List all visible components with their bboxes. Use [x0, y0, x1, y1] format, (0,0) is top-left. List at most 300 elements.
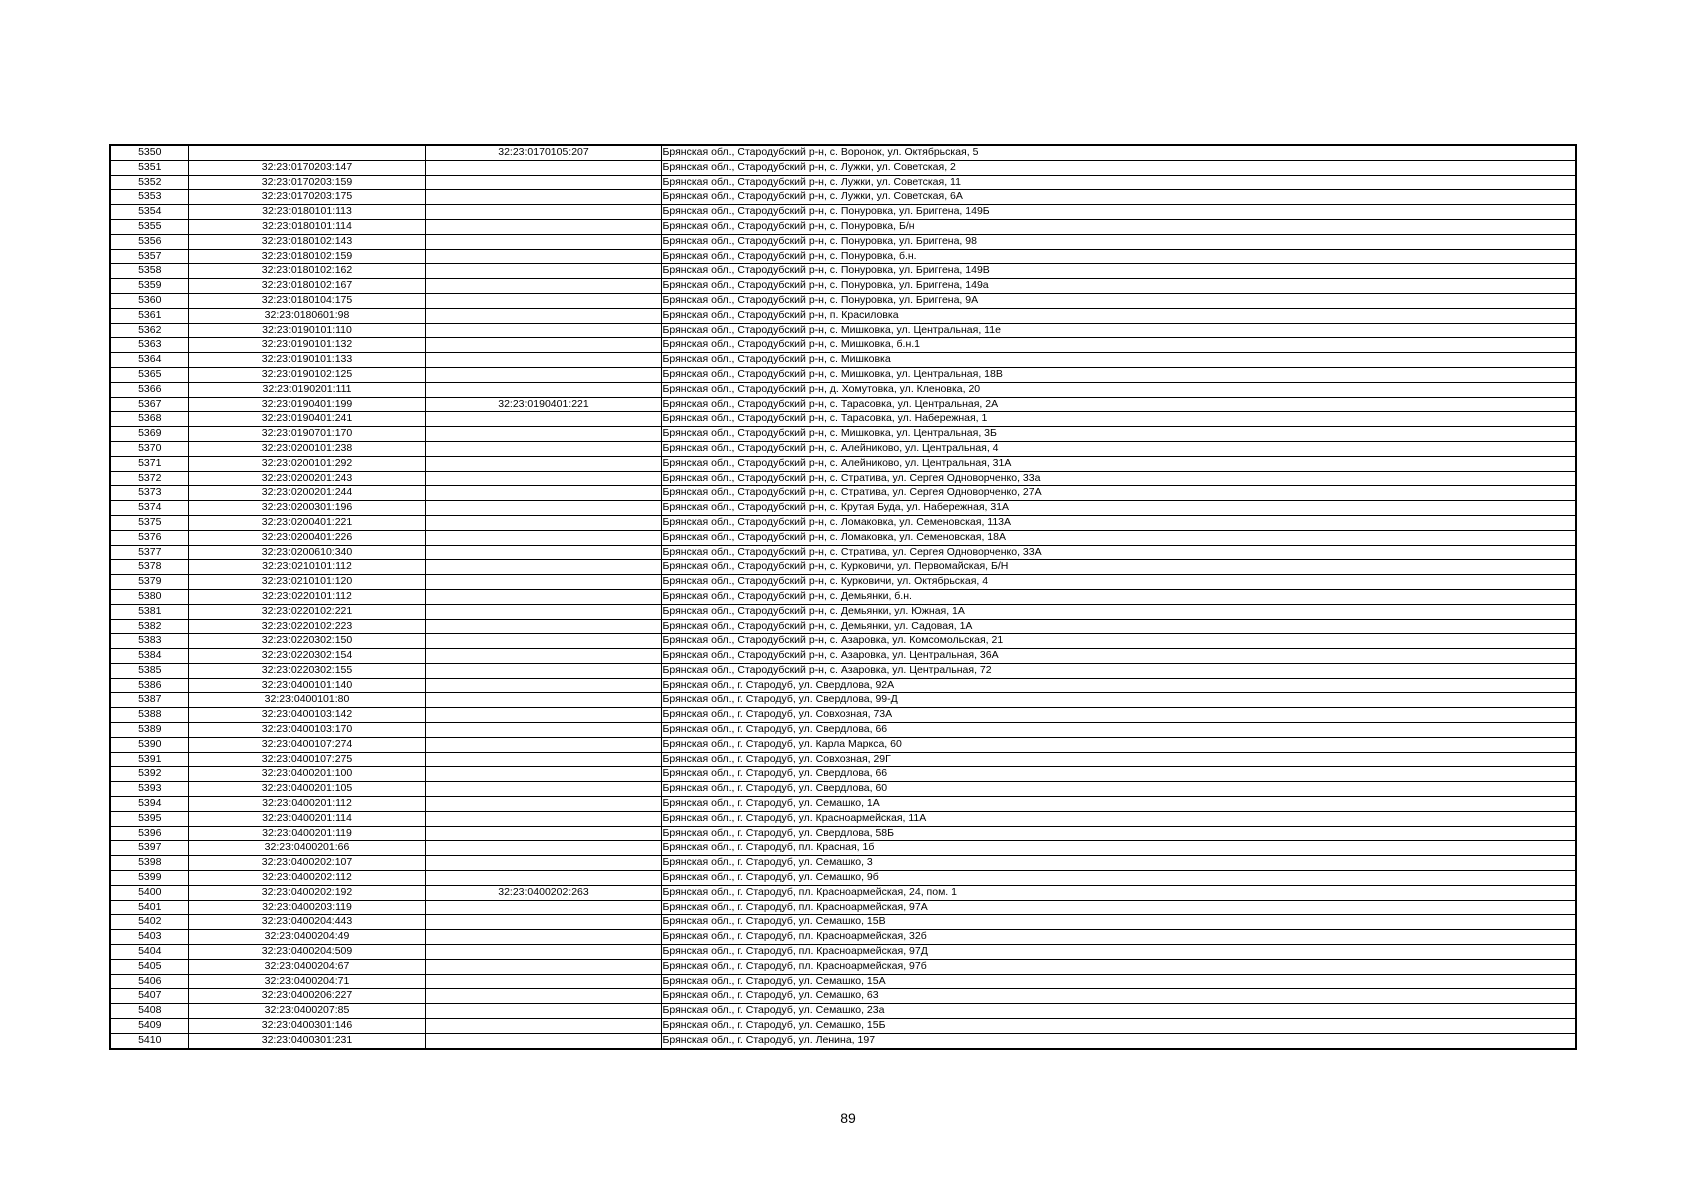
row-number-cell: 5394	[110, 797, 188, 812]
table-row	[110, 945, 1576, 960]
cadastral-number-cell: 32:23:0400107:274	[188, 737, 425, 752]
cadastral-number-cell: 32:23:0210101:120	[188, 575, 425, 590]
cadastral-number-cell: 32:23:0190401:241	[188, 412, 425, 427]
cadastral-number-alt-cell	[425, 797, 661, 812]
table-row	[110, 190, 1576, 205]
cadastral-number-cell: 32:23:0170203:147	[188, 160, 425, 175]
address-cell: Брянская обл., Стародубский р-н, с. Мишковка	[661, 353, 1576, 368]
cadastral-number-alt-cell	[425, 841, 661, 856]
row-number-cell: 5363	[110, 338, 188, 353]
row-number-cell: 5396	[110, 826, 188, 841]
cadastral-number-cell: 32:23:0400202:112	[188, 871, 425, 886]
address-cell: Брянская обл., г. Стародуб, ул. Семашко, 9б	[661, 871, 1576, 886]
cadastral-number-cell: 32:23:0190102:125	[188, 367, 425, 382]
cadastral-number-alt-cell	[425, 959, 661, 974]
table-row	[110, 871, 1576, 886]
row-number-cell: 5383	[110, 634, 188, 649]
cadastral-number-alt-cell	[425, 678, 661, 693]
cadastral-number-cell: 32:23:0400202:107	[188, 856, 425, 871]
row-number-cell: 5407	[110, 989, 188, 1004]
address-cell: Брянская обл., г. Стародуб, ул. Семашко, 63	[661, 989, 1576, 1004]
cadastral-number-cell: 32:23:0200401:221	[188, 515, 425, 530]
table-row	[110, 634, 1576, 649]
cadastral-number-alt-cell	[425, 205, 661, 220]
address-cell: Брянская обл., Стародубский р-н, с. Ломаковка, ул. Семеновская, 18А	[661, 530, 1576, 545]
cadastral-number-alt-cell	[425, 737, 661, 752]
address-cell: Брянская обл., г. Стародуб, пл. Красноармейская, 24, пом. 1	[661, 885, 1576, 900]
cadastral-number-cell: 32:23:0400301:146	[188, 1019, 425, 1034]
cadastral-number-cell: 32:23:0400107:275	[188, 752, 425, 767]
address-cell: Брянская обл., г. Стародуб, ул. Красноармейская, 11А	[661, 811, 1576, 826]
cadastral-number-alt-cell	[425, 945, 661, 960]
table-row	[110, 1004, 1576, 1019]
cadastral-number-alt-cell	[425, 811, 661, 826]
address-cell: Брянская обл., Стародубский р-н, с. Лужки, ул. Советская, 11	[661, 175, 1576, 190]
table-row	[110, 797, 1576, 812]
row-number-cell: 5355	[110, 219, 188, 234]
address-cell: Брянская обл., Стародубский р-н, с. Демьянки, б.н.	[661, 589, 1576, 604]
table-row	[110, 826, 1576, 841]
row-number-cell: 5361	[110, 308, 188, 323]
address-cell: Брянская обл., Стародубский р-н, с. Понуровка, ул. Бриггена, 149В	[661, 264, 1576, 279]
cadastral-number-cell: 32:23:0200401:226	[188, 530, 425, 545]
table-row	[110, 353, 1576, 368]
cadastral-number-alt-cell	[425, 930, 661, 945]
cadastral-number-alt-cell	[425, 693, 661, 708]
cadastral-number-cell: 32:23:0200610:340	[188, 545, 425, 560]
row-number-cell: 5384	[110, 649, 188, 664]
row-number-cell: 5397	[110, 841, 188, 856]
cadastral-number-alt-cell	[425, 782, 661, 797]
cadastral-number-cell: 32:23:0180601:98	[188, 308, 425, 323]
cadastral-number-alt-cell	[425, 501, 661, 516]
table-row	[110, 382, 1576, 397]
cadastral-number-cell: 32:23:0400101:80	[188, 693, 425, 708]
row-number-cell: 5369	[110, 427, 188, 442]
table-row	[110, 145, 1576, 160]
table-row	[110, 323, 1576, 338]
cadastral-number-alt-cell	[425, 382, 661, 397]
cadastral-number-alt-cell	[425, 293, 661, 308]
cadastral-number-alt-cell	[425, 989, 661, 1004]
cadastral-number-cell: 32:23:0190101:110	[188, 323, 425, 338]
cadastral-number-cell: 32:23:0180101:114	[188, 219, 425, 234]
address-cell: Брянская обл., Стародубский р-н, с. Крутая Буда, ул. Набережная, 31А	[661, 501, 1576, 516]
address-cell: Брянская обл., Стародубский р-н, с. Мишковка, б.н.1	[661, 338, 1576, 353]
table-row	[110, 249, 1576, 264]
cadastral-number-alt-cell	[425, 723, 661, 738]
cadastral-number-cell: 32:23:0220302:154	[188, 649, 425, 664]
row-number-cell: 5357	[110, 249, 188, 264]
cadastral-number-cell: 32:23:0400201:112	[188, 797, 425, 812]
address-cell: Брянская обл., Стародубский р-н, с. Тарасовка, ул. Центральная, 2А	[661, 397, 1576, 412]
cadastral-number-cell: 32:23:0400201:100	[188, 767, 425, 782]
cadastral-number-cell: 32:23:0220102:223	[188, 619, 425, 634]
address-cell: Брянская обл., Стародубский р-н, с. Понуровка, ул. Бриггена, 9А	[661, 293, 1576, 308]
row-number-cell: 5358	[110, 264, 188, 279]
address-cell: Брянская обл., г. Стародуб, ул. Совхозная, 73А	[661, 708, 1576, 723]
cadastral-number-cell: 32:23:0180104:175	[188, 293, 425, 308]
address-cell: Брянская обл., Стародубский р-н, с. Стратива, ул. Сергея Одноворченко, 33А	[661, 545, 1576, 560]
cadastral-number-alt-cell	[425, 367, 661, 382]
cadastral-number-alt-cell	[425, 634, 661, 649]
cadastral-number-alt-cell: 32:23:0170105:207	[425, 145, 661, 160]
address-cell: Брянская обл., Стародубский р-н, с. Демьянки, ул. Южная, 1А	[661, 604, 1576, 619]
row-number-cell: 5377	[110, 545, 188, 560]
row-number-cell: 5399	[110, 871, 188, 886]
cadastral-number-alt-cell	[425, 530, 661, 545]
cadastral-number-cell: 32:23:0200201:244	[188, 486, 425, 501]
address-cell: Брянская обл., г. Стародуб, пл. Красноармейская, 97б	[661, 959, 1576, 974]
cadastral-number-alt-cell	[425, 826, 661, 841]
table-row	[110, 752, 1576, 767]
address-cell: Брянская обл., г. Стародуб, ул. Семашко, 15В	[661, 915, 1576, 930]
cadastral-number-alt-cell	[425, 663, 661, 678]
cadastral-number-alt-cell	[425, 1033, 661, 1048]
cadastral-number-cell: 32:23:0220302:150	[188, 634, 425, 649]
cadastral-number-alt-cell	[425, 560, 661, 575]
row-number-cell: 5406	[110, 974, 188, 989]
address-cell: Брянская обл., Стародубский р-н, с. Курковичи, ул. Октябрьская, 4	[661, 575, 1576, 590]
row-number-cell: 5353	[110, 190, 188, 205]
address-cell: Брянская обл., г. Стародуб, ул. Свердлова, 92А	[661, 678, 1576, 693]
row-number-cell: 5385	[110, 663, 188, 678]
row-number-cell: 5351	[110, 160, 188, 175]
table-row	[110, 205, 1576, 220]
table-row	[110, 264, 1576, 279]
row-number-cell: 5362	[110, 323, 188, 338]
cadastral-number-cell: 32:23:0400201:114	[188, 811, 425, 826]
cadastral-number-alt-cell	[425, 456, 661, 471]
address-cell: Брянская обл., Стародубский р-н, с. Воронок, ул. Октябрьская, 5	[661, 145, 1576, 160]
cadastral-number-alt-cell	[425, 427, 661, 442]
table-row	[110, 811, 1576, 826]
cadastral-number-alt-cell	[425, 160, 661, 175]
address-cell: Брянская обл., Стародубский р-н, с. Понуровка, ул. Бриггена, 149а	[661, 279, 1576, 294]
table-row	[110, 604, 1576, 619]
table-row	[110, 989, 1576, 1004]
cadastral-number-cell: 32:23:0400206:227	[188, 989, 425, 1004]
table-row	[110, 930, 1576, 945]
row-number-cell: 5356	[110, 234, 188, 249]
cadastral-number-cell: 32:23:0400203:119	[188, 900, 425, 915]
row-number-cell: 5364	[110, 353, 188, 368]
table-row	[110, 293, 1576, 308]
cadastral-number-cell: 32:23:0400201:119	[188, 826, 425, 841]
address-cell: Брянская обл., Стародубский р-н, с. Понуровка, ул. Бриггена, 149Б	[661, 205, 1576, 220]
cadastral-number-alt-cell	[425, 604, 661, 619]
cadastral-number-cell: 32:23:0180101:113	[188, 205, 425, 220]
row-number-cell: 5366	[110, 382, 188, 397]
table-row	[110, 1019, 1576, 1034]
row-number-cell: 5370	[110, 441, 188, 456]
table-row	[110, 515, 1576, 530]
row-number-cell: 5360	[110, 293, 188, 308]
cadastral-number-cell: 32:23:0180102:143	[188, 234, 425, 249]
table-row	[110, 900, 1576, 915]
address-cell: Брянская обл., Стародубский р-н, с. Алейниково, ул. Центральная, 31А	[661, 456, 1576, 471]
table-row	[110, 367, 1576, 382]
address-cell: Брянская обл., г. Стародуб, ул. Семашко, 23а	[661, 1004, 1576, 1019]
row-number-cell: 5382	[110, 619, 188, 634]
table-row	[110, 427, 1576, 442]
cadastral-number-alt-cell	[425, 871, 661, 886]
cadastral-number-cell: 32:23:0170203:159	[188, 175, 425, 190]
table-row	[110, 619, 1576, 634]
cadastral-number-cell: 32:23:0400204:509	[188, 945, 425, 960]
table-row	[110, 959, 1576, 974]
cadastral-number-cell: 32:23:0400101:140	[188, 678, 425, 693]
address-cell: Брянская обл., г. Стародуб, ул. Семашко, 3	[661, 856, 1576, 871]
row-number-cell: 5405	[110, 959, 188, 974]
cadastral-number-alt-cell	[425, 1004, 661, 1019]
table-row	[110, 279, 1576, 294]
table-row	[110, 456, 1576, 471]
cadastral-number-cell: 32:23:0220101:112	[188, 589, 425, 604]
table-row	[110, 708, 1576, 723]
table-row	[110, 234, 1576, 249]
row-number-cell: 5386	[110, 678, 188, 693]
cadastral-number-cell: 32:23:0190201:111	[188, 382, 425, 397]
table-row	[110, 545, 1576, 560]
table-row	[110, 856, 1576, 871]
address-cell: Брянская обл., Стародубский р-н, с. Тарасовка, ул. Набережная, 1	[661, 412, 1576, 427]
cadastral-number-alt-cell	[425, 175, 661, 190]
address-cell: Брянская обл., Стародубский р-н, с. Мишковка, ул. Центральная, 11е	[661, 323, 1576, 338]
row-number-cell: 5401	[110, 900, 188, 915]
address-cell: Брянская обл., Стародубский р-н, с. Лужки, ул. Советская, 6А	[661, 190, 1576, 205]
cadastral-number-alt-cell	[425, 752, 661, 767]
address-cell: Брянская обл., г. Стародуб, ул. Свердлова, 66	[661, 723, 1576, 738]
row-number-cell: 5367	[110, 397, 188, 412]
cadastral-number-cell: 32:23:0400103:142	[188, 708, 425, 723]
address-cell: Брянская обл., г. Стародуб, ул. Совхозная, 29Г	[661, 752, 1576, 767]
cadastral-number-alt-cell	[425, 515, 661, 530]
address-cell: Брянская обл., Стародубский р-н, п. Красиловка	[661, 308, 1576, 323]
cadastral-number-alt-cell	[425, 589, 661, 604]
cadastral-number-cell: 32:23:0180102:159	[188, 249, 425, 264]
row-number-cell: 5410	[110, 1033, 188, 1048]
cadastral-number-cell: 32:23:0220302:155	[188, 663, 425, 678]
cadastral-number-alt-cell	[425, 190, 661, 205]
row-number-cell: 5354	[110, 205, 188, 220]
row-number-cell: 5388	[110, 708, 188, 723]
cadastral-number-cell: 32:23:0200301:196	[188, 501, 425, 516]
address-cell: Брянская обл., г. Стародуб, ул. Свердлова, 99-Д	[661, 693, 1576, 708]
table-row	[110, 782, 1576, 797]
cadastral-number-cell: 32:23:0220102:221	[188, 604, 425, 619]
cadastral-number-cell: 32:23:0200201:243	[188, 471, 425, 486]
table-row	[110, 663, 1576, 678]
row-number-cell: 5389	[110, 723, 188, 738]
cadastral-number-alt-cell	[425, 279, 661, 294]
cadastral-number-cell: 32:23:0200101:238	[188, 441, 425, 456]
table-row	[110, 575, 1576, 590]
cadastral-number-cell: 32:23:0190101:132	[188, 338, 425, 353]
registry-table	[109, 144, 1577, 1050]
table-row	[110, 397, 1576, 412]
cadastral-number-alt-cell	[425, 323, 661, 338]
row-number-cell: 5400	[110, 885, 188, 900]
cadastral-number-cell: 32:23:0190701:170	[188, 427, 425, 442]
page-number: 89	[840, 1110, 856, 1126]
cadastral-number-alt-cell	[425, 974, 661, 989]
address-cell: Брянская обл., Стародубский р-н, с. Понуровка, Б/н	[661, 219, 1576, 234]
cadastral-number-alt-cell	[425, 619, 661, 634]
table-row	[110, 589, 1576, 604]
registry-table-body	[110, 145, 1576, 1049]
cadastral-number-cell: 32:23:0400204:49	[188, 930, 425, 945]
cadastral-number-cell: 32:23:0400207:85	[188, 1004, 425, 1019]
cadastral-number-alt-cell	[425, 234, 661, 249]
row-number-cell: 5373	[110, 486, 188, 501]
table-row	[110, 338, 1576, 353]
table-row	[110, 412, 1576, 427]
address-cell: Брянская обл., Стародубский р-н, с. Курковичи, ул. Первомайская, Б/Н	[661, 560, 1576, 575]
address-cell: Брянская обл., Стародубский р-н, с. Азаровка, ул. Комсомольская, 21	[661, 634, 1576, 649]
table-row	[110, 160, 1576, 175]
address-cell: Брянская обл., Стародубский р-н, с. Мишковка, ул. Центральная, 3Б	[661, 427, 1576, 442]
cadastral-number-cell: 32:23:0400204:71	[188, 974, 425, 989]
cadastral-number-cell: 32:23:0190101:133	[188, 353, 425, 368]
table-row	[110, 486, 1576, 501]
address-cell: Брянская обл., г. Стародуб, пл. Красная, 1б	[661, 841, 1576, 856]
row-number-cell: 5379	[110, 575, 188, 590]
row-number-cell: 5378	[110, 560, 188, 575]
row-number-cell: 5381	[110, 604, 188, 619]
address-cell: Брянская обл., Стародубский р-н, с. Демьянки, ул. Садовая, 1А	[661, 619, 1576, 634]
cadastral-number-alt-cell	[425, 338, 661, 353]
cadastral-number-cell: 32:23:0170203:175	[188, 190, 425, 205]
table-row	[110, 649, 1576, 664]
address-cell: Брянская обл., Стародубский р-н, д. Хомутовка, ул. Кленовка, 20	[661, 382, 1576, 397]
table-row	[110, 441, 1576, 456]
table-row	[110, 175, 1576, 190]
cadastral-number-cell: 32:23:0400201:105	[188, 782, 425, 797]
row-number-cell: 5365	[110, 367, 188, 382]
cadastral-number-cell: 32:23:0400202:192	[188, 885, 425, 900]
row-number-cell: 5391	[110, 752, 188, 767]
cadastral-number-cell: 32:23:0190401:199	[188, 397, 425, 412]
table-row	[110, 530, 1576, 545]
table-row	[110, 308, 1576, 323]
row-number-cell: 5402	[110, 915, 188, 930]
address-cell: Брянская обл., Стародубский р-н, с. Понуровка, б.н.	[661, 249, 1576, 264]
cadastral-number-alt-cell	[425, 856, 661, 871]
cadastral-number-alt-cell	[425, 249, 661, 264]
address-cell: Брянская обл., Стародубский р-н, с. Лужки, ул. Советская, 2	[661, 160, 1576, 175]
table-row	[110, 841, 1576, 856]
cadastral-number-alt-cell	[425, 264, 661, 279]
row-number-cell: 5398	[110, 856, 188, 871]
address-cell: Брянская обл., г. Стародуб, пл. Красноармейская, 97А	[661, 900, 1576, 915]
cadastral-number-cell: 32:23:0400204:67	[188, 959, 425, 974]
cadastral-number-alt-cell: 32:23:0400202:263	[425, 885, 661, 900]
cadastral-number-alt-cell	[425, 575, 661, 590]
table-row	[110, 915, 1576, 930]
address-cell: Брянская обл., Стародубский р-н, с. Стратива, ул. Сергея Одноворченко, 27А	[661, 486, 1576, 501]
cadastral-number-cell	[188, 145, 425, 160]
cadastral-number-alt-cell	[425, 219, 661, 234]
address-cell: Брянская обл., г. Стародуб, ул. Ленина, 197	[661, 1033, 1576, 1048]
row-number-cell: 5380	[110, 589, 188, 604]
table-row	[110, 767, 1576, 782]
cadastral-number-alt-cell	[425, 471, 661, 486]
cadastral-number-cell: 32:23:0400201:66	[188, 841, 425, 856]
cadastral-number-cell: 32:23:0400103:170	[188, 723, 425, 738]
cadastral-number-alt-cell	[425, 441, 661, 456]
row-number-cell: 5392	[110, 767, 188, 782]
address-cell: Брянская обл., г. Стародуб, ул. Карла Маркса, 60	[661, 737, 1576, 752]
row-number-cell: 5352	[110, 175, 188, 190]
cadastral-number-alt-cell: 32:23:0190401:221	[425, 397, 661, 412]
address-cell: Брянская обл., Стародубский р-н, с. Азаровка, ул. Центральная, 72	[661, 663, 1576, 678]
table-row	[110, 678, 1576, 693]
table-row	[110, 501, 1576, 516]
address-cell: Брянская обл., г. Стародуб, ул. Свердлова, 60	[661, 782, 1576, 797]
table-row	[110, 560, 1576, 575]
row-number-cell: 5409	[110, 1019, 188, 1034]
address-cell: Брянская обл., г. Стародуб, пл. Красноармейская, 97Д	[661, 945, 1576, 960]
table-row	[110, 471, 1576, 486]
row-number-cell: 5374	[110, 501, 188, 516]
row-number-cell: 5372	[110, 471, 188, 486]
table-row	[110, 219, 1576, 234]
cadastral-number-alt-cell	[425, 545, 661, 560]
row-number-cell: 5408	[110, 1004, 188, 1019]
cadastral-number-cell: 32:23:0400204:443	[188, 915, 425, 930]
cadastral-number-alt-cell	[425, 767, 661, 782]
address-cell: Брянская обл., г. Стародуб, ул. Свердлова, 58Б	[661, 826, 1576, 841]
row-number-cell: 5368	[110, 412, 188, 427]
table-row	[110, 1033, 1576, 1048]
cadastral-number-alt-cell	[425, 1019, 661, 1034]
address-cell: Брянская обл., Стародубский р-н, с. Ломаковка, ул. Семеновская, 113А	[661, 515, 1576, 530]
cadastral-number-alt-cell	[425, 412, 661, 427]
row-number-cell: 5371	[110, 456, 188, 471]
address-cell: Брянская обл., Стародубский р-н, с. Стратива, ул. Сергея Одноворченко, 33а	[661, 471, 1576, 486]
table-row	[110, 885, 1576, 900]
row-number-cell: 5350	[110, 145, 188, 160]
row-number-cell: 5390	[110, 737, 188, 752]
row-number-cell: 5387	[110, 693, 188, 708]
row-number-cell: 5403	[110, 930, 188, 945]
cadastral-number-cell: 32:23:0200101:292	[188, 456, 425, 471]
cadastral-number-cell: 32:23:0210101:112	[188, 560, 425, 575]
address-cell: Брянская обл., г. Стародуб, ул. Свердлова, 66	[661, 767, 1576, 782]
cadastral-number-alt-cell	[425, 308, 661, 323]
address-cell: Брянская обл., Стародубский р-н, с. Мишковка, ул. Центральная, 18В	[661, 367, 1576, 382]
row-number-cell: 5359	[110, 279, 188, 294]
address-cell: Брянская обл., г. Стародуб, пл. Красноармейская, 32б	[661, 930, 1576, 945]
table-row	[110, 723, 1576, 738]
address-cell: Брянская обл., Стародубский р-н, с. Алейниково, ул. Центральная, 4	[661, 441, 1576, 456]
table-row	[110, 693, 1576, 708]
cadastral-number-alt-cell	[425, 486, 661, 501]
row-number-cell: 5375	[110, 515, 188, 530]
address-cell: Брянская обл., Стародубский р-н, с. Понуровка, ул. Бриггена, 98	[661, 234, 1576, 249]
cadastral-number-alt-cell	[425, 915, 661, 930]
table-row	[110, 974, 1576, 989]
cadastral-number-alt-cell	[425, 900, 661, 915]
row-number-cell: 5404	[110, 945, 188, 960]
address-cell: Брянская обл., г. Стародуб, ул. Семашко, 15А	[661, 974, 1576, 989]
cadastral-number-cell: 32:23:0400301:231	[188, 1033, 425, 1048]
row-number-cell: 5395	[110, 811, 188, 826]
address-cell: Брянская обл., Стародубский р-н, с. Азаровка, ул. Центральная, 36А	[661, 649, 1576, 664]
row-number-cell: 5376	[110, 530, 188, 545]
cadastral-number-alt-cell	[425, 708, 661, 723]
